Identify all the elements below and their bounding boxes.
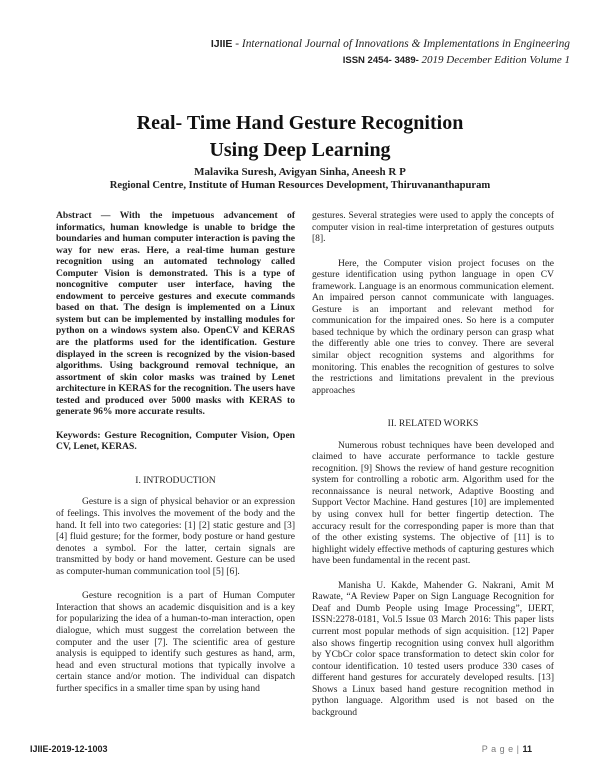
section-heading-introduction: I. INTRODUCTION xyxy=(135,474,216,486)
affiliation: Regional Centre, Institute of Human Resources Development, Thiruvananthapuram xyxy=(109,180,491,191)
related-paragraph-2: Manisha U. Kakde, Mahender G. Nakrani, Amit M Rawate, “A Review Paper on Sign Language Recognition for Deaf and Dumb People using Image Processing”, IJERT, ISSN:2278-0181, Vol.5 Issue 03 March 2016: This paper lists current most popular methods of sign acquisition. [12] Paper also shows fingertip recognition using convex hull algorithm by YCbCr color space transformation to detect skin color for contour identification. 10 tested users produce 330 cases of different hand gestures for accurately developed results. [13] Shows a Linux based hand gesture recognition method in python language. Algorithm used is not based on the background xyxy=(312,579,554,718)
paper-code: IJIIE-2019-12-1003 xyxy=(30,744,108,754)
keywords: Keywords: Gesture Recognition, Computer Vision, Open CV, Lenet, KERAS. xyxy=(56,429,295,453)
intro-paragraph-3: gestures. Several strategies were used to apply the concepts of computer vision in real-time interpretation of gestures outputs [8]. xyxy=(312,210,554,245)
related-paragraph-1: Numerous robust techniques have been developed and claimed to have accurate performance to tackle gesture recognition. [9] Shows the review of hand gesture recognition system for controlling a robotic arm. Algorithm used for the reconnaissance is neural network, Adaptive Boosting and Support Vector Machine. Hand gestures [10] are implemented by using convex hull for better fingertip detection. The accuracy result for the corresponding paper is more than that of the other existing systems. The objective of [11] is to highlight widely effective methods of capturing gestures which have been fundamental in the recent past. xyxy=(312,439,554,567)
paper-title-line1: Real- Time Hand Gesture Recognition xyxy=(136,112,464,134)
section-heading-related-works: II. RELATED WORKS xyxy=(387,418,479,430)
edition: 2019 December Edition Volume 1 xyxy=(418,54,570,66)
page-label: P a g e | xyxy=(481,744,523,754)
authors: Malavika Suresh, Avigyan Sinha, Aneesh R P xyxy=(194,166,406,178)
journal-abbr: IJIIE xyxy=(210,38,233,50)
intro-paragraph-1: Gesture is a sign of physical behavior or an expression of feelings. This involves the movement of the body and the hand. It fell into two categories: [1] [2] static gesture and [3] [4] fluid gesture; for the former, body posture or hand gesture denotes a symbol. For the latter, certain signals are transmitted by body or hand movement. Gesture can be used as computer-human communication tool [5] [6]. xyxy=(56,496,295,577)
right-column xyxy=(312,210,554,718)
issn: ISSN 2454- 3489- xyxy=(342,55,419,66)
journal-header xyxy=(211,38,570,50)
left-column xyxy=(56,210,295,694)
intro-paragraph-2: Gesture recognition is a part of Human Computer Interaction that shows an academic disquisition and is a key for popularizing the idea of a human-to-man interaction, open dialogue, which must suggest the correlation between the computer and the user [7]. The scientific area of gesture analysis is equipped to identify such gestures as hand, arm, head and even structural motions that typically involve a certain stance and/or motion. The individual can dispatch further specifics in a smaller time span by using hand xyxy=(56,590,295,694)
journal-name: - International Journal of Innovations & Implementations in Engineering xyxy=(232,38,570,50)
abstract: Abstract — With the impetuous advancement of informatics, human knowledge is unable to bridge the boundaries and human computer interaction is paving the way for new eras. Here, a real-time human gesture recognition using an automated technology called Computer Vision is demonstrated. This is a type of noncognitive computer user interface, having the endowment to perceive gestures and execute commands based on that. The design is implemented on a Linux system but can be implemented by installing modules for python on a windows system also. OpenCV and KERAS are the platforms used for the identification. Gesture displayed in the screen is recognized by the vision-based algorithms. Using background removal technique, an assortment of skin color masks was trained by Lenet architecture in KERAS for the recognition. The users have tested and produced over 5000 masks with KERAS to generate 96% more accurate results. xyxy=(56,210,295,418)
page-footer xyxy=(482,744,532,754)
paper-title-line2: Using Deep Learning xyxy=(209,139,391,161)
page-number: 11 xyxy=(522,744,532,754)
intro-paragraph-4: Here, the Computer vision project focuses on the gesture identification using python language in open CV framework. Language is an enormous communication element. An impaired person cannot communicate with languages. Gesture is an important and relevant method for communication for the impaired ones. So here is a computer based technique by which the ordinary person can grasp what the differently able one tries to convey. There are several similar object recognition systems and algorithms for monitoring. This enables the recognition of gestures to solve the restrictions and limitations prevalent in the previous approaches xyxy=(312,257,554,396)
issn-line xyxy=(343,54,570,66)
